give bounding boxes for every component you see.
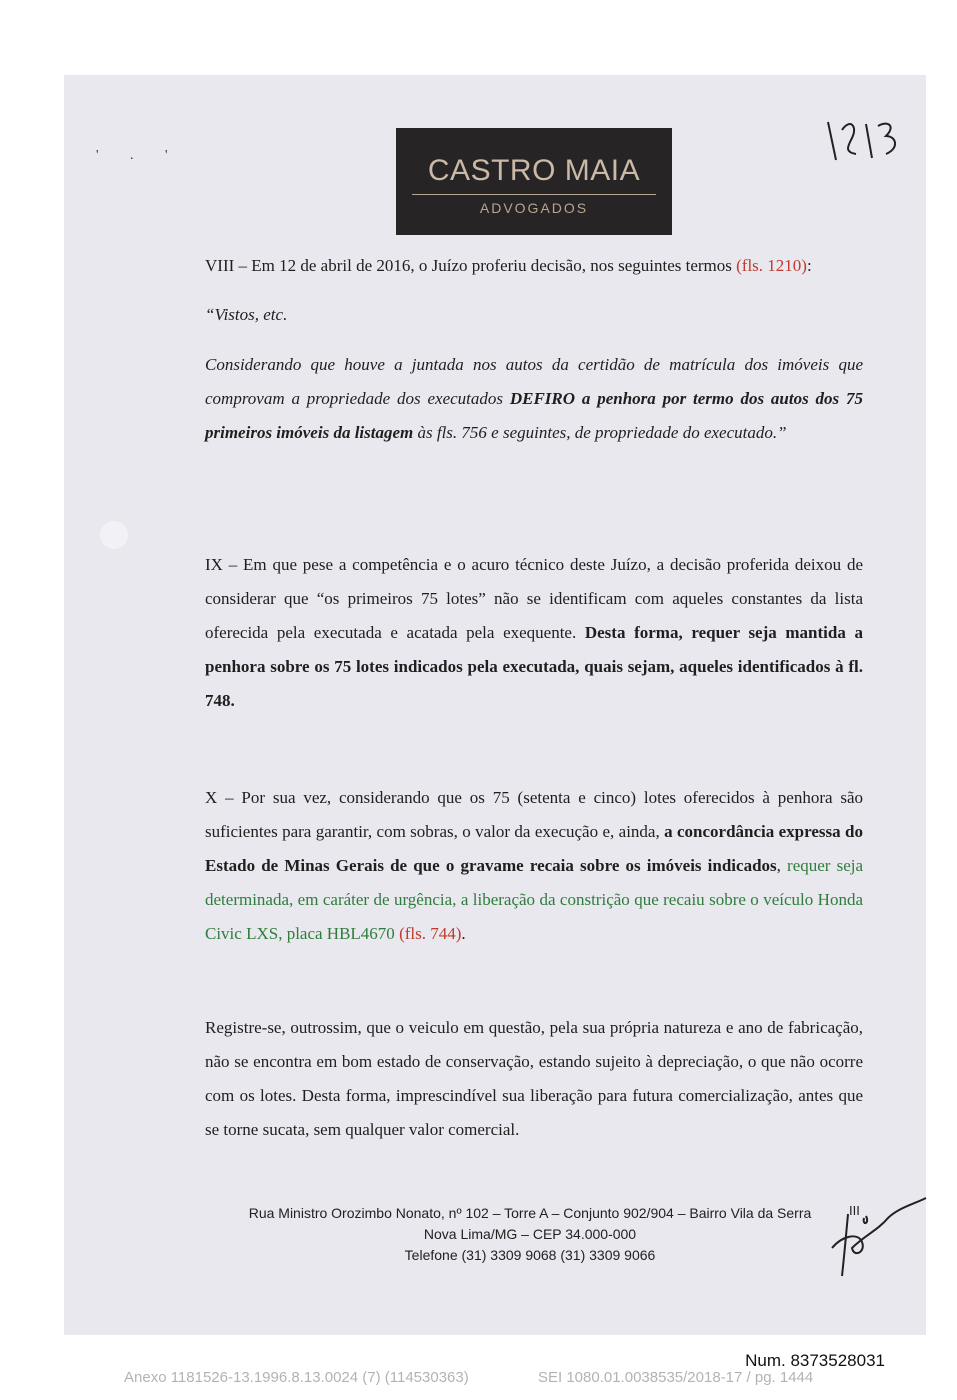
sei-reference: SEI 1080.01.0038535/2018-17 / pg. 1444	[538, 1369, 814, 1386]
handwritten-initials	[818, 1196, 928, 1282]
paragraph-x-comma: ,	[776, 856, 788, 875]
quoted-decision-bold: DEFIRO a penhora por termo dos autos dos 75 primeiros imóveis da listagem	[205, 389, 863, 442]
footer-city: Nova Lima/MG – CEP 34.000-000	[423, 1226, 637, 1242]
paragraph-x-text: X – Por sua vez, considerando que os 75 (setenta e cinco) lotes oferecidos à penhora são suficientes para garantir, com sobras, o valor da execução e, ainda,	[205, 788, 863, 841]
annex-reference: Anexo 1181526-13.1996.8.13.0024 (7) (114530363)	[124, 1369, 469, 1386]
footer-phone: Telefone (31) 3309 9068 (31) 3309 9066	[404, 1247, 656, 1263]
paragraph-viii-text: VIII – Em 12 de abril de 2016, o Juízo proferiu decisão, nos seguintes termos	[205, 256, 737, 275]
paragraph-x-bold: a concordância expressa do Estado de Minas Gerais de que o gravame recaia sobre os imóveis indicados	[205, 822, 863, 875]
paragraph-x-end: .	[461, 924, 466, 943]
firm-name: CASTRO MAIA	[427, 154, 641, 187]
paragraph-ix-text: IX – Em que pese a competência e o acuro técnico deste Juízo, a decisão proferida deixou de considerar que “os primeiros 75 lotes” não se identificam com aqueles constantes da lista oferecida pela executada e acatada pela exequente.	[205, 555, 863, 642]
paragraph-registre: Registre-se, outrossim, que o veiculo em questão, pela sua própria natureza e ano de fabricação, não se encontra em bom estado de conservação, estando sujeito à depreciação, o que não ocorre com os lotes. Desta forma, imprescindível sua liberação para futura comercialização, antes que se torne sucata, sem qualquer valor comercial.	[205, 1018, 863, 1139]
paragraph-viii	[205, 256, 863, 276]
paragraph-x	[205, 781, 863, 951]
firm-subtitle: ADVOGADOS	[479, 200, 589, 216]
footer-address: Rua Ministro Orozimbo Nonato, nº 102 – Torre A – Conjunto 902/904 – Bairro Vila da Serra	[248, 1205, 812, 1221]
hole-punch-mark	[100, 521, 128, 549]
reference-fls-744: (fls. 744)	[399, 924, 462, 943]
footer-mark: III	[849, 1203, 860, 1218]
paragraph-viii-tail: :	[806, 256, 812, 275]
handwritten-page-number	[822, 108, 918, 170]
document-number: Num. 8373528031	[745, 1351, 885, 1370]
letterhead-logo	[396, 128, 672, 235]
quoted-decision-text-2: às fls. 756 e seguintes, de propriedade do executado.”	[413, 423, 787, 442]
quoted-decision	[205, 348, 863, 450]
paragraph-ix	[205, 548, 863, 718]
logo-divider	[412, 194, 656, 195]
paragraph-x-request: requer seja determinada, em caráter de urgência, a liberação da constrição que recaiu sobre o veículo Honda Civic LXS, placa HBL4670	[205, 856, 864, 943]
paragraph-ix-request: Desta forma, requer seja mantida a penhora sobre os 75 lotes indicados pela executada, quais sejam, aqueles identificados à fl. 748.	[205, 623, 863, 710]
scan-specks: ' . '	[96, 148, 182, 163]
quote-opening: “Vistos, etc.	[205, 305, 288, 324]
quoted-decision-text-1: Considerando que houve a juntada nos autos da certidão de matrícula dos imóveis que comprovam a propriedade dos executados	[205, 355, 863, 408]
letterhead-footer	[200, 1203, 860, 1266]
reference-fls-1210: (fls. 1210)	[736, 256, 807, 275]
